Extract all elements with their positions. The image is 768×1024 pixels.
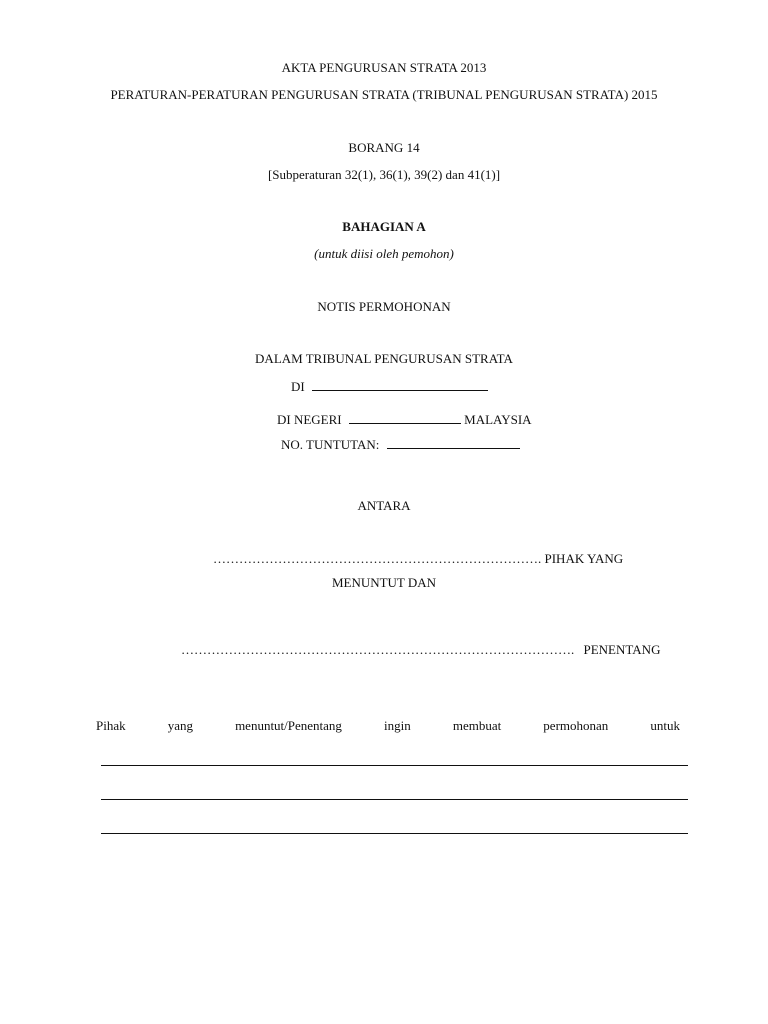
regulation-title: PERATURAN-PERATURAN PENGURUSAN STRATA (TRIBUNAL PENGURUSAN STRATA) 2015 (110, 87, 658, 102)
notice-title: NOTIS PERMOHONAN (317, 299, 451, 314)
application-blank-line[interactable] (101, 799, 688, 800)
application-word: membuat (452, 718, 502, 733)
application-word: untuk (650, 718, 680, 733)
claim-number-label: NO. TUNTUTAN: (281, 437, 380, 452)
application-word: ingin (384, 718, 411, 733)
application-word: yang (167, 718, 193, 733)
claim-number-blank-field[interactable] (387, 436, 520, 449)
claim-number-row (281, 436, 520, 453)
application-sentence (96, 718, 680, 734)
section-subtitle: (untuk diisi oleh pemohon) (314, 246, 454, 261)
between-label: ANTARA (357, 498, 411, 513)
di-row (291, 378, 488, 395)
di-label: DI (291, 379, 305, 394)
application-blank-line[interactable] (101, 765, 688, 766)
act-title: AKTA PENGURUSAN STRATA 2013 (281, 60, 487, 75)
respondent-dots-field[interactable]: ………………………………………………………………………………. (181, 642, 575, 657)
subregulations: [Subperaturan 32(1), 36(1), 39(2) dan 41(1)] (267, 167, 501, 182)
application-blank-line[interactable] (101, 833, 688, 834)
claimant-label: PIHAK YANG (544, 551, 624, 566)
claimant-row (213, 551, 623, 567)
respondent-label: PENENTANG (583, 642, 661, 657)
tribunal-heading: DALAM TRIBUNAL PENGURUSAN STRATA (255, 351, 513, 366)
negeri-label: DI NEGERI (277, 412, 342, 427)
section-title: BAHAGIAN A (342, 219, 426, 234)
application-word: menuntut/Penentang (235, 718, 342, 733)
claimant-dots-field[interactable]: …………………………………………………………………. (213, 551, 542, 566)
negeri-row (277, 411, 532, 428)
di-blank-field[interactable] (312, 378, 488, 391)
negeri-blank-field[interactable] (349, 411, 461, 424)
claimant-label-2: MENUNTUT DAN (331, 575, 437, 590)
malaysia-label: MALAYSIA (464, 412, 532, 427)
application-word: Pihak (96, 718, 126, 733)
respondent-row (181, 642, 660, 658)
form-number: BORANG 14 (348, 140, 420, 155)
application-word: permohonan (543, 718, 609, 733)
